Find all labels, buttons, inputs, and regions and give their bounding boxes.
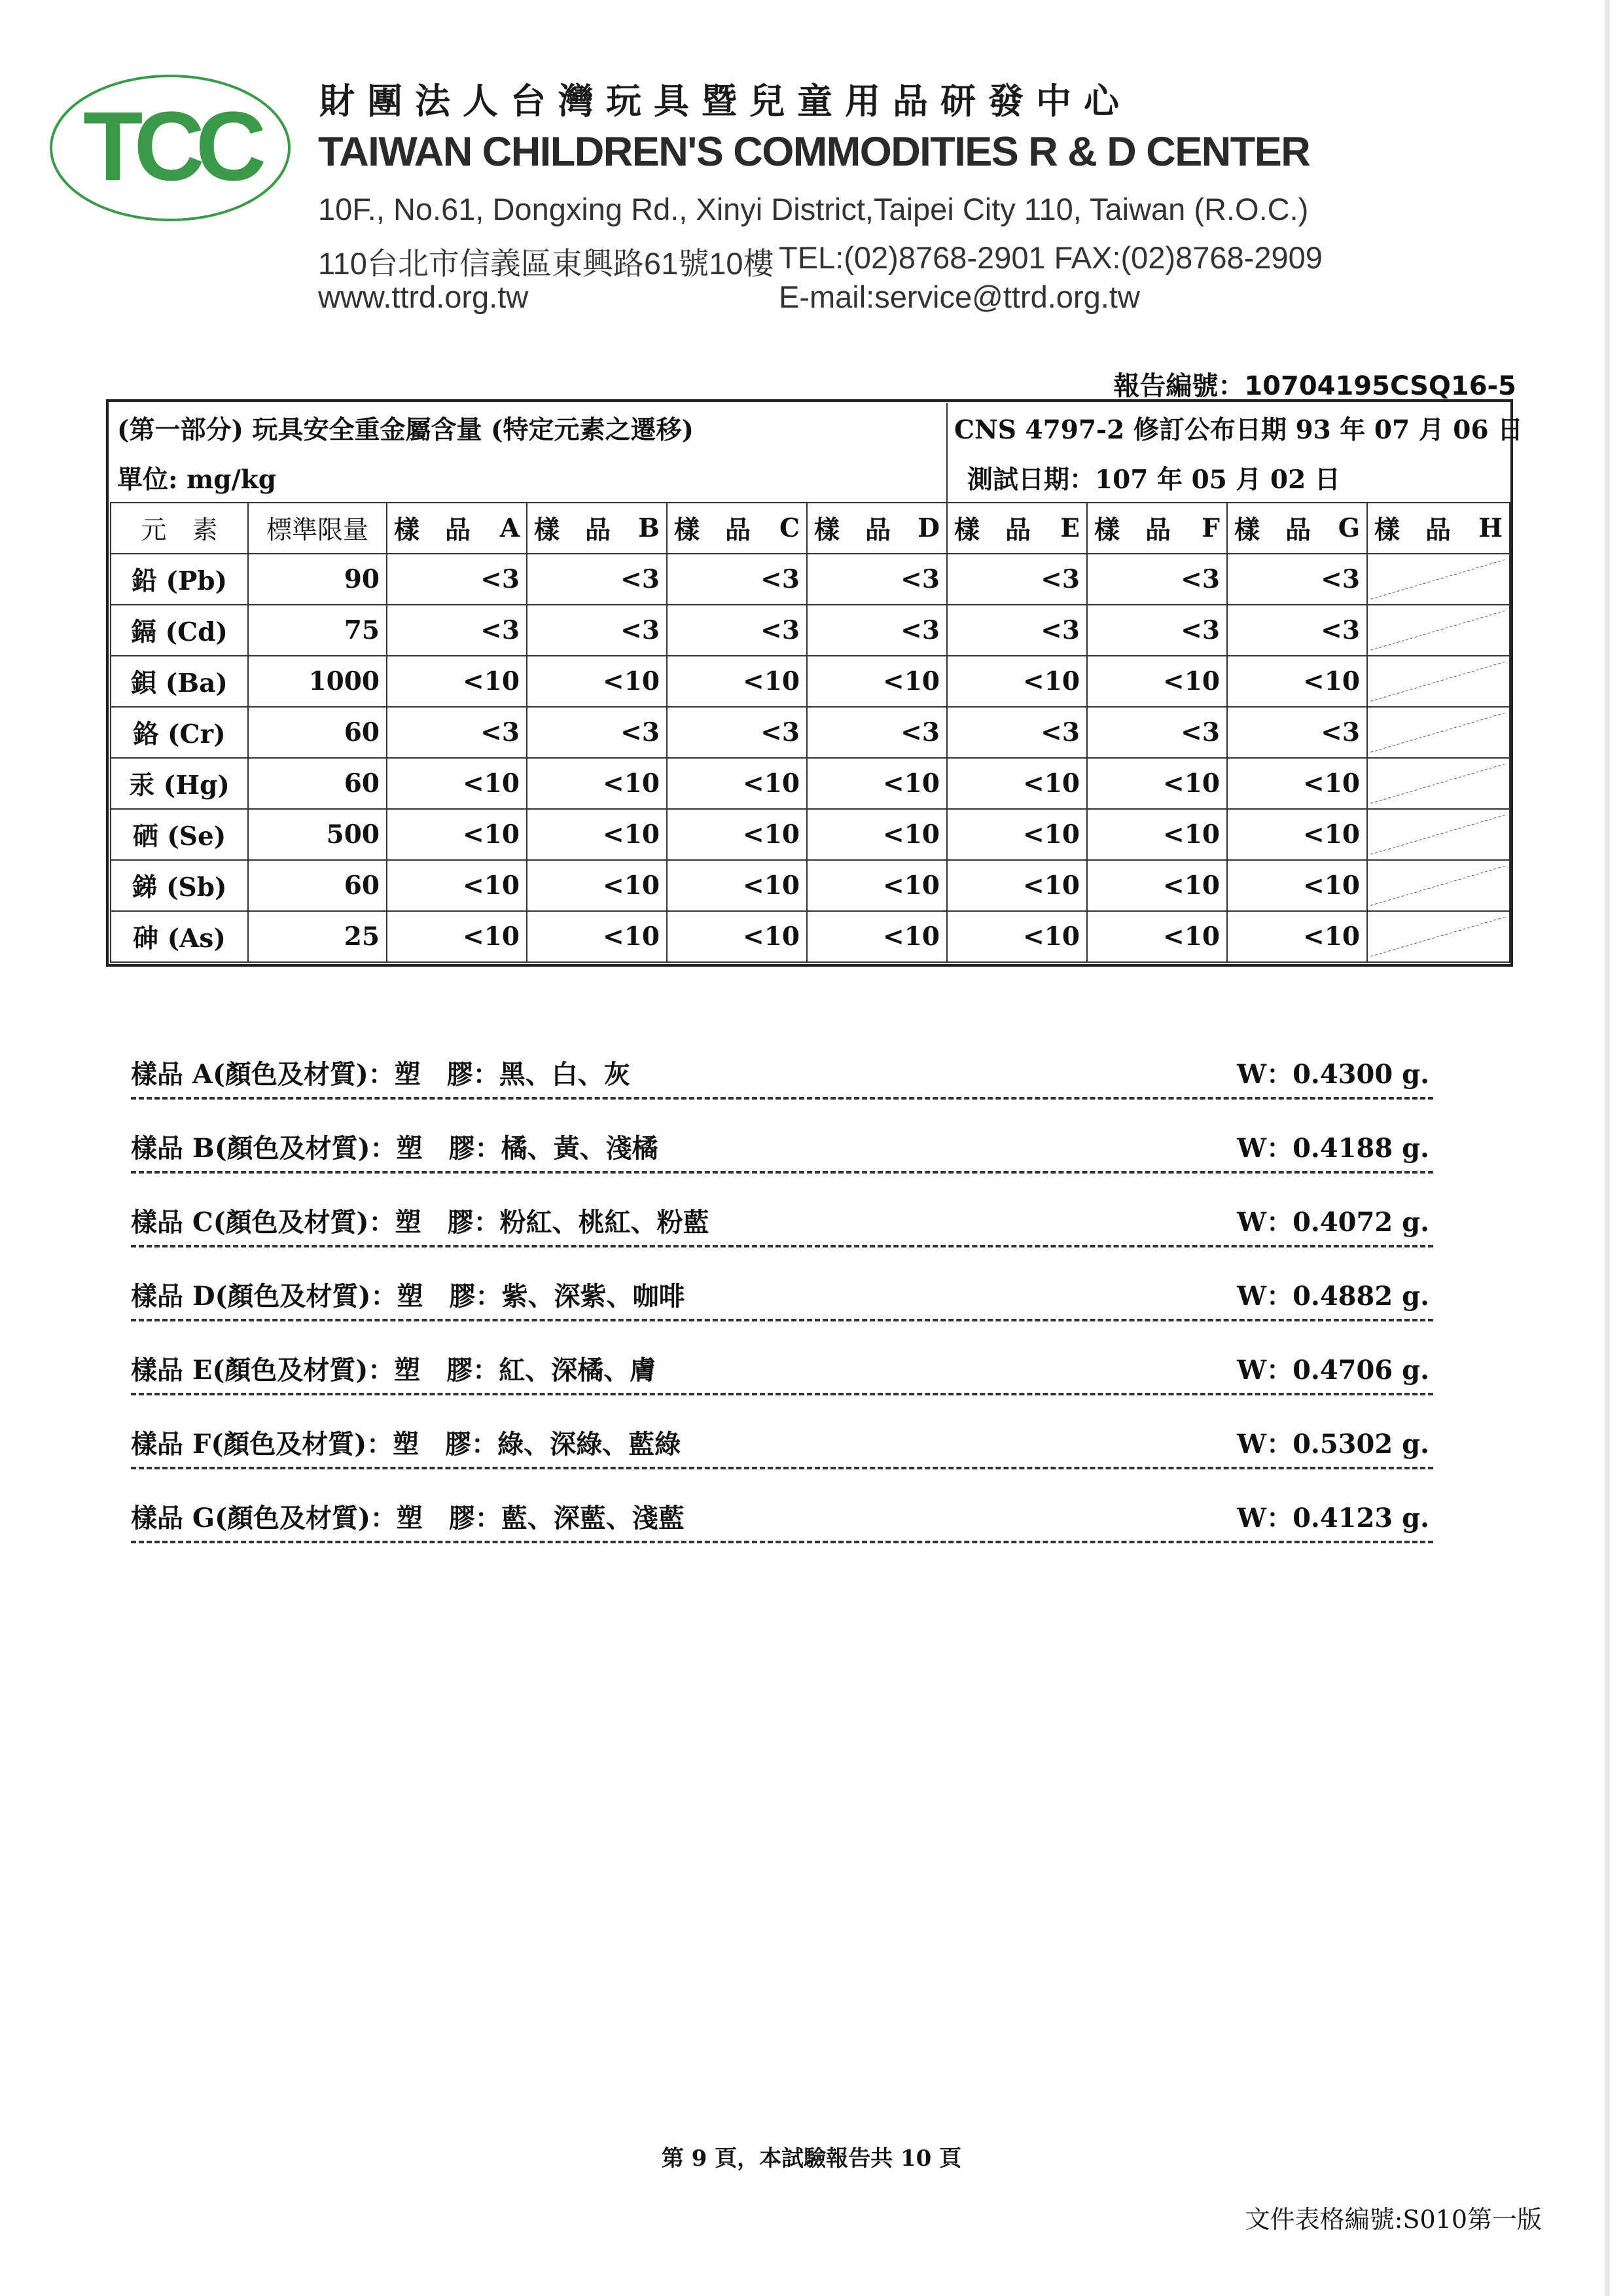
sample-weight: W：0.4882 g.: [1237, 1280, 1429, 1312]
email-link[interactable]: E-mail:service@ttrd.org.tw: [779, 279, 1140, 314]
result-value: <3: [527, 605, 667, 656]
result-value: <10: [1087, 809, 1227, 860]
standard-limit: 60: [248, 758, 387, 809]
section-title: (第一部分) 玩具安全重金屬含量 (特定元素之遷移): [111, 403, 947, 453]
col-header-sample-h: [1367, 503, 1510, 554]
col-header-sample-e: [947, 503, 1087, 554]
sample-prefix: 樣 品: [954, 515, 1031, 545]
result-value: <10: [807, 656, 947, 707]
result-value: <10: [527, 809, 667, 860]
result-value: <10: [387, 860, 527, 911]
not-applicable-cell: [1367, 911, 1510, 962]
sample-label: 樣品 D(顏色及材質)：塑 膠：紫、深紫、咖啡: [131, 1280, 685, 1312]
sample-label: 樣品 C(顏色及材質)：塑 膠：粉紅、桃紅、粉藍: [131, 1206, 709, 1238]
sample-description: [131, 1195, 1433, 1247]
result-value: <10: [1227, 758, 1367, 809]
element-name: 鋇 (Ba): [111, 656, 248, 707]
test-date: 測試日期：107 年 05 月 02 日: [947, 453, 1510, 503]
result-value: <10: [807, 809, 947, 860]
result-value: <3: [947, 554, 1087, 605]
unit-label: 單位: mg/kg: [111, 453, 947, 503]
result-value: <3: [387, 707, 527, 758]
result-value: <3: [947, 605, 1087, 656]
result-value: <10: [1087, 911, 1227, 962]
result-value: <10: [1087, 656, 1227, 707]
result-value: <3: [1227, 707, 1367, 758]
not-applicable-cell: [1367, 860, 1510, 911]
sample-label: 樣品 E(顏色及材質)：塑 膠：紅、深橘、膚: [131, 1354, 656, 1386]
report-number: 報告編號：10704195CSQ16-5: [1113, 371, 1516, 401]
sample-letter: A: [499, 513, 520, 543]
org-name-zh: 財團法人台灣玩具暨兒童用品研發中心: [319, 81, 1132, 122]
result-value: <3: [1087, 605, 1227, 656]
standard-limit: 500: [248, 809, 387, 860]
standard-limit: 75: [248, 605, 387, 656]
result-value: <10: [947, 809, 1087, 860]
sample-weight: W：0.4188 g.: [1237, 1132, 1429, 1164]
table-row: [111, 656, 1510, 707]
heavy-metal-results-table: [110, 403, 1524, 963]
sample-label: 樣品 B(顏色及材質)：塑 膠：橘、黃、淺橘: [131, 1132, 658, 1164]
sample-weight: W：0.4072 g.: [1237, 1206, 1429, 1238]
not-applicable-cell: [1367, 707, 1510, 758]
sample-weight: W：0.5302 g.: [1237, 1428, 1429, 1460]
table-row: [111, 911, 1510, 962]
sample-prefix: 樣 品: [1094, 515, 1171, 545]
result-value: <10: [387, 809, 527, 860]
standard-reference: CNS 4797-2 修訂公布日期 93 年 07 月 06 日: [947, 403, 1510, 453]
sample-description: [131, 1491, 1433, 1543]
result-value: <3: [1227, 605, 1367, 656]
element-name: 銻 (Sb): [111, 860, 248, 911]
result-value: <10: [387, 911, 527, 962]
element-name: 鉻 (Cr): [111, 707, 248, 758]
sample-description: [131, 1417, 1433, 1469]
address-zh: 110台北市信義區東興路61號10樓: [318, 246, 774, 281]
result-value: <10: [947, 860, 1087, 911]
result-value: <10: [1227, 911, 1367, 962]
sample-prefix: 樣 品: [394, 515, 471, 545]
sample-letter: H: [1478, 513, 1503, 543]
result-value: <3: [667, 707, 807, 758]
element-name: 硒 (Se): [111, 809, 248, 860]
element-name: 鉛 (Pb): [111, 554, 248, 605]
result-value: <10: [667, 656, 807, 707]
col-header-sample-g: [1227, 503, 1367, 554]
sample-letter: G: [1338, 513, 1360, 543]
org-name-en: TAIWAN CHILDREN'S COMMODITIES R & D CENTER: [318, 129, 1310, 175]
result-value: <10: [527, 911, 667, 962]
result-value: <10: [387, 656, 527, 707]
sample-letter: C: [779, 513, 800, 543]
col-header-sample-d: [807, 503, 947, 554]
tcc-logo: [47, 72, 296, 224]
result-value: <10: [807, 860, 947, 911]
sample-prefix: 樣 品: [674, 515, 751, 545]
result-value: <3: [667, 554, 807, 605]
result-value: <3: [807, 554, 947, 605]
sample-description: [131, 1121, 1433, 1174]
result-value: <3: [1227, 554, 1367, 605]
table-row: [111, 809, 1510, 860]
sample-prefix: 樣 品: [534, 515, 611, 545]
sample-label: 樣品 A(顏色及材質)：塑 膠：黑、白、灰: [131, 1058, 630, 1090]
table-row: [111, 554, 1510, 605]
not-applicable-cell: [1367, 809, 1510, 860]
result-value: <10: [527, 860, 667, 911]
result-value: <10: [1227, 656, 1367, 707]
sample-label: 樣品 G(顏色及材質)：塑 膠：藍、深藍、淺藍: [131, 1502, 685, 1534]
sample-weight: W：0.4706 g.: [1237, 1354, 1429, 1386]
address-en: 10F., No.61, Dongxing Rd., Xinyi District,Taipei City 110, Taiwan (R.O.C.): [318, 192, 1309, 226]
result-value: <3: [807, 605, 947, 656]
col-header-sample-b: [527, 503, 667, 554]
result-value: <10: [947, 656, 1087, 707]
col-header-sample-c: [667, 503, 807, 554]
result-value: <10: [1087, 860, 1227, 911]
result-value: <3: [947, 707, 1087, 758]
standard-limit: 1000: [248, 656, 387, 707]
tel-fax: TEL:(02)8768-2901 FAX:(02)8768-2909: [779, 240, 1323, 275]
sample-letter: D: [918, 513, 940, 543]
result-value: <10: [1227, 809, 1367, 860]
element-name: 汞 (Hg): [111, 758, 248, 809]
col-header-sample-a: [387, 503, 527, 554]
result-value: <3: [387, 554, 527, 605]
standard-limit: 60: [248, 860, 387, 911]
result-value: <10: [667, 911, 807, 962]
result-value: <10: [667, 860, 807, 911]
result-value: <10: [527, 656, 667, 707]
standard-limit: 60: [248, 707, 387, 758]
result-value: <10: [947, 911, 1087, 962]
page-info: 第 9 頁，本試驗報告共 10 頁: [661, 2145, 962, 2172]
result-value: <10: [527, 758, 667, 809]
result-value: <10: [667, 758, 807, 809]
table-row: [111, 605, 1510, 656]
result-value: <3: [387, 605, 527, 656]
sample-weight: W：0.4300 g.: [1237, 1058, 1429, 1090]
element-name: 砷 (As): [111, 911, 248, 962]
result-value: <3: [527, 554, 667, 605]
result-value: <10: [667, 809, 807, 860]
not-applicable-cell: [1367, 758, 1510, 809]
sample-letter: F: [1202, 513, 1220, 543]
result-value: <3: [1087, 707, 1227, 758]
standard-limit: 25: [248, 911, 387, 962]
col-header-limit: 標準限量: [248, 503, 387, 554]
page-edge-shadow: [1605, 0, 1610, 2296]
sample-letter: E: [1060, 513, 1080, 543]
sample-prefix: 樣 品: [814, 515, 891, 545]
standard-limit: 90: [248, 554, 387, 605]
col-header-element: 元 素: [111, 503, 248, 554]
not-applicable-cell: [1367, 554, 1510, 605]
element-name: 鎘 (Cd): [111, 605, 248, 656]
result-value: <3: [1087, 554, 1227, 605]
form-number: 文件表格編號:S010第一版: [1245, 2205, 1542, 2234]
sample-prefix: 樣 品: [1234, 515, 1311, 545]
result-value: <10: [1227, 860, 1367, 911]
result-value: <10: [947, 758, 1087, 809]
sample-weight: W：0.4123 g.: [1237, 1502, 1429, 1534]
svg-text:TCC: TCC: [82, 91, 258, 201]
table-row: [111, 707, 1510, 758]
result-value: <3: [667, 605, 807, 656]
sample-description: [131, 1047, 1433, 1100]
result-value: <3: [527, 707, 667, 758]
table-row: [111, 758, 1510, 809]
not-applicable-cell: [1367, 656, 1510, 707]
col-header-sample-f: [1087, 503, 1227, 554]
website-link[interactable]: www.ttrd.org.tw: [318, 279, 529, 314]
table-row: [111, 860, 1510, 911]
result-value: <10: [1087, 758, 1227, 809]
sample-description: [131, 1269, 1433, 1321]
sample-prefix: 樣 品: [1374, 515, 1452, 545]
not-applicable-cell: [1367, 605, 1510, 656]
sample-label: 樣品 F(顏色及材質)：塑 膠：綠、深綠、藍綠: [131, 1428, 681, 1460]
sample-description: [131, 1343, 1433, 1395]
result-value: <10: [807, 911, 947, 962]
result-value: <10: [387, 758, 527, 809]
sample-letter: B: [638, 513, 660, 543]
result-value: <10: [807, 758, 947, 809]
result-value: <3: [807, 707, 947, 758]
